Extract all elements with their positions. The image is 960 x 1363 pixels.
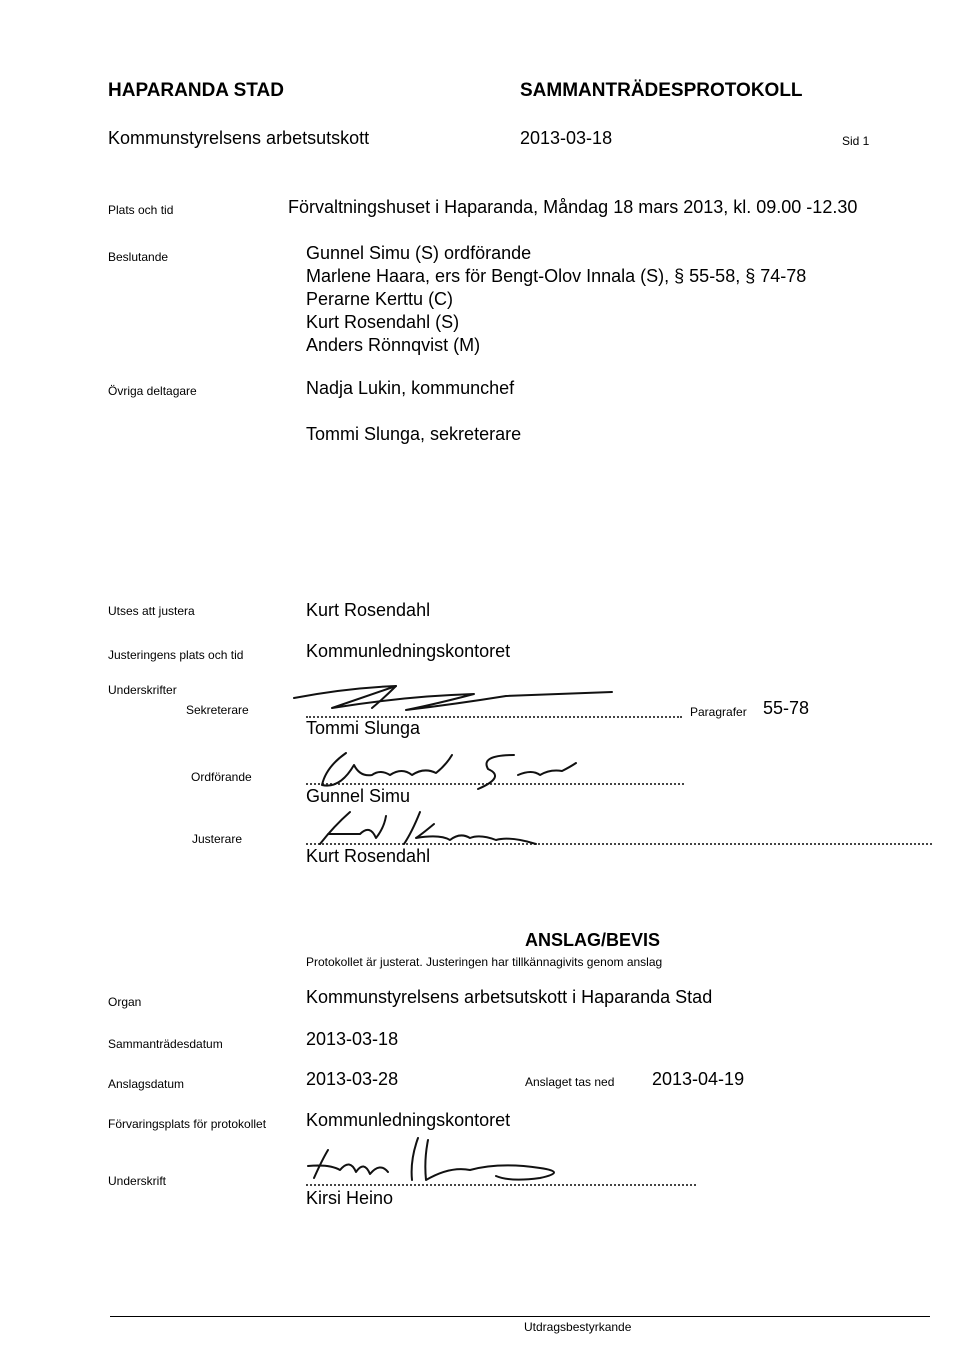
- document-type: SAMMANTRÄDESPROTOKOLL: [520, 80, 803, 101]
- secretary-name: Tommi Slunga: [306, 718, 421, 738]
- decision-maker: Anders Rönnqvist (M): [306, 335, 481, 355]
- chair-label: Ordförande: [191, 770, 252, 784]
- paragraphs-label: Paragrafer: [690, 705, 747, 719]
- notice-subtitle: Protokollet är justerat. Justeringen har tillkännagivits genom anslag: [306, 955, 663, 969]
- decision-maker: Gunnel Simu (S) ordförande: [306, 243, 532, 263]
- signer-name: Kirsi Heino: [306, 1188, 394, 1208]
- decision-maker: Perarne Kerttu (C): [306, 289, 454, 309]
- decision-maker: Marlene Haara, ers för Bengt-Olov Innala (S), § 55-58, § 74-78: [306, 266, 807, 286]
- signature-label: Underskrift: [108, 1174, 167, 1188]
- adjuster-name: Kurt Rosendahl: [306, 846, 431, 866]
- footer-divider: [110, 1316, 930, 1317]
- other-participant: Nadja Lukin, kommunchef: [306, 378, 515, 398]
- signatures-label: Underskrifter: [108, 683, 177, 697]
- adjustment-place-value: Kommunledningskontoret: [306, 641, 511, 661]
- meeting-date-value: 2013-03-18: [306, 1029, 399, 1049]
- secretary-label: Sekreterare: [186, 703, 249, 717]
- decision-maker: Kurt Rosendahl (S): [306, 312, 460, 332]
- adjuster-label: Justerare: [192, 832, 243, 846]
- other-participant: Tommi Slunga, sekreterare: [306, 424, 522, 444]
- decision-makers-label: Beslutande: [108, 250, 169, 264]
- org-name: HAPARANDA STAD: [108, 80, 284, 101]
- paragraphs-value: 55-78: [763, 698, 810, 718]
- chair-name: Gunnel Simu: [306, 786, 411, 806]
- secretary-signature: [286, 674, 626, 724]
- adjustment-place-label: Justeringens plats och tid: [108, 648, 244, 662]
- other-participants-label: Övriga deltagare: [108, 384, 197, 398]
- posted-date-label: Anslagsdatum: [108, 1077, 185, 1091]
- footer-label: Utdragsbestyrkande: [524, 1320, 632, 1334]
- notice-title: ANSLAG/BEVIS: [525, 930, 661, 950]
- posted-date-value: 2013-03-28: [306, 1069, 399, 1089]
- storage-label: Förvaringsplats för protokollet: [108, 1117, 267, 1131]
- organ-value: Kommunstyrelsens arbetsutskott i Haparanda Stad: [306, 987, 713, 1007]
- page-number: Sid 1: [842, 134, 870, 148]
- notice-signature: [300, 1130, 580, 1188]
- organ-label: Organ: [108, 995, 142, 1009]
- committee-name: Kommunstyrelsens arbetsutskott: [108, 128, 370, 148]
- adjuster-chosen-label: Utses att justera: [108, 604, 195, 618]
- storage-value: Kommunledningskontoret: [306, 1110, 511, 1130]
- meeting-date: 2013-03-18: [520, 128, 613, 148]
- adjuster-chosen-value: Kurt Rosendahl: [306, 600, 431, 620]
- place-value: Förvaltningshuset i Haparanda, Måndag 18 mars 2013, kl. 09.00 -12.30: [288, 197, 858, 217]
- adjuster-signature: [300, 804, 560, 850]
- place-label: Plats och tid: [108, 203, 174, 217]
- removal-date-value: 2013-04-19: [652, 1069, 745, 1089]
- meeting-date-label: Sammanträdesdatum: [108, 1037, 223, 1051]
- removal-date-label: Anslaget tas ned: [525, 1075, 615, 1089]
